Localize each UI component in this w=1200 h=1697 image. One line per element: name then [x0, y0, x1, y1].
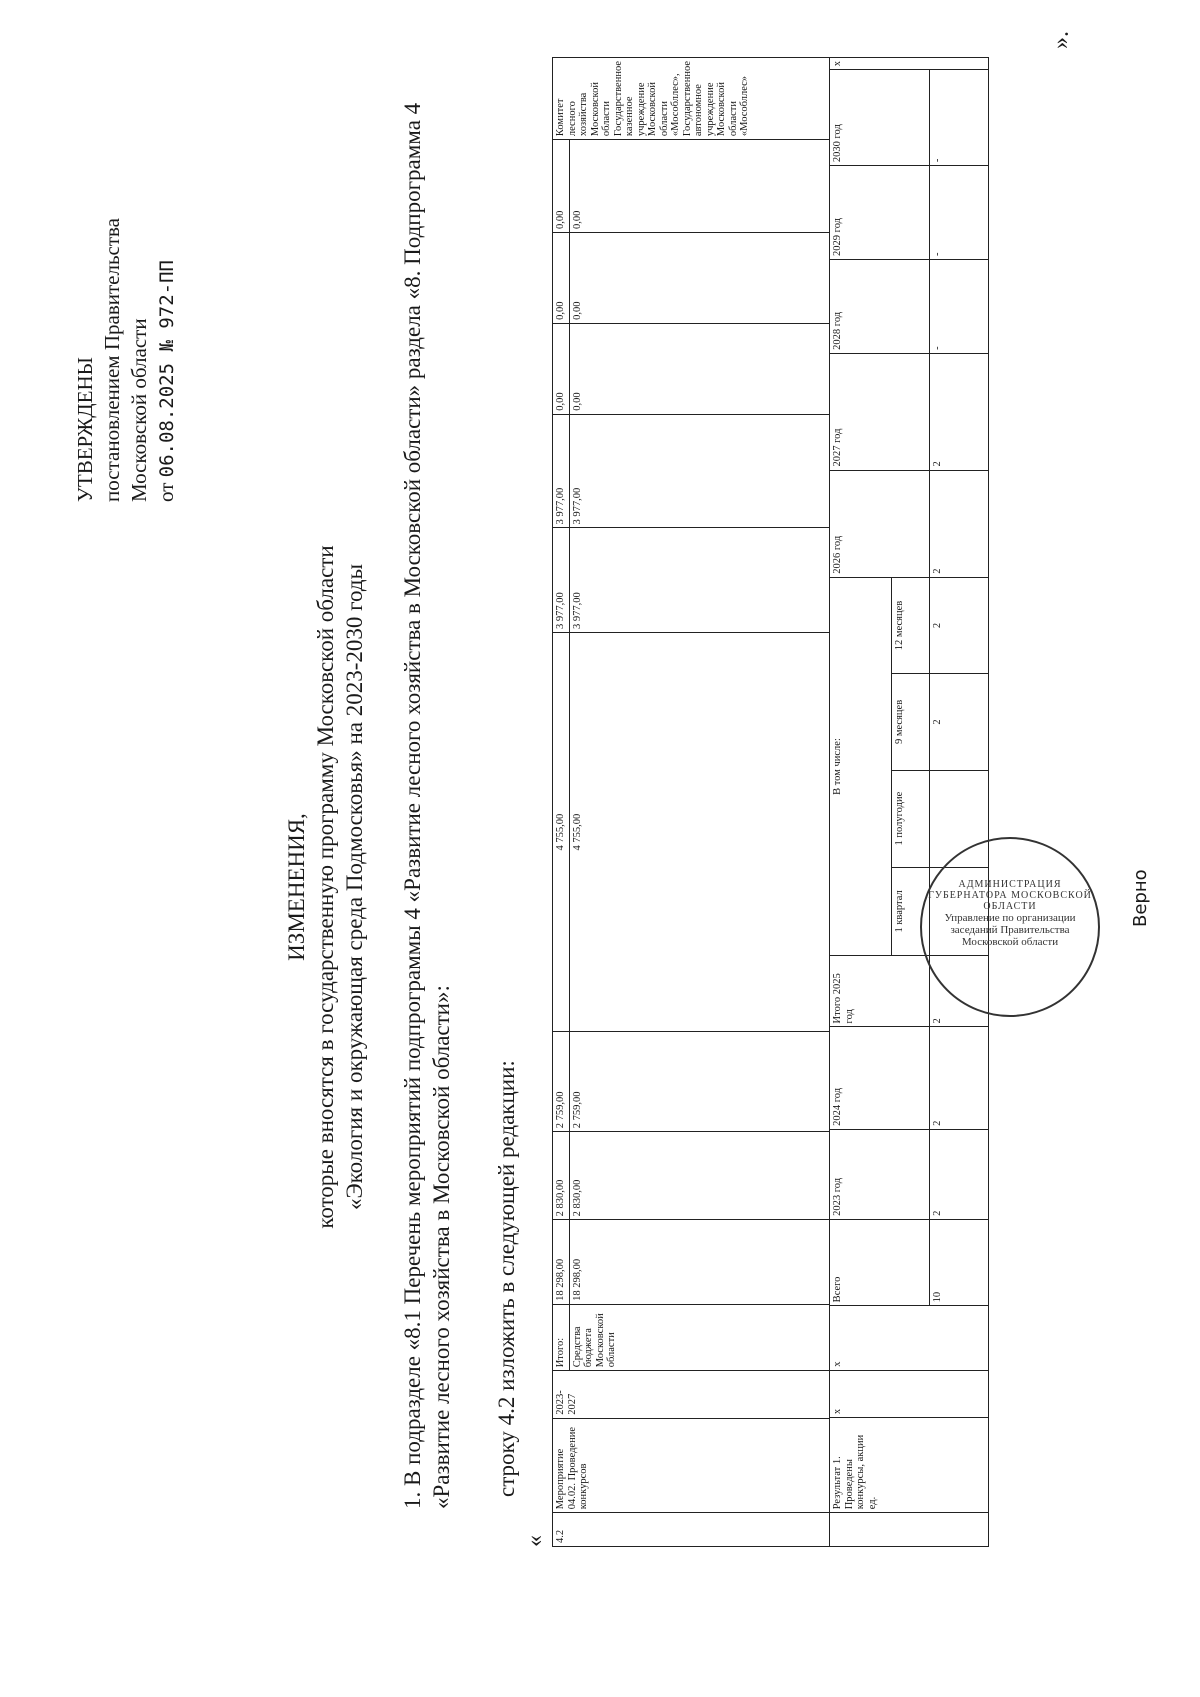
- header-itogo-2025: Итого 2025 год: [830, 956, 930, 1027]
- approval-date-prefix: от: [154, 482, 178, 502]
- verified-mark: Верно: [1130, 869, 1151, 927]
- amount-2030: 0,00: [553, 140, 570, 233]
- value-2023: 2: [930, 1129, 989, 1219]
- result-executor: х: [830, 58, 989, 70]
- header-2028: 2028 год: [830, 259, 930, 353]
- open-quote: «: [522, 1535, 548, 1547]
- value-2024: 2: [930, 1027, 989, 1129]
- result-name: Результат 1. Проведены конкурсы, акции ед.: [830, 1418, 989, 1513]
- value-2027: 2: [930, 353, 989, 470]
- header-total: Всего: [830, 1219, 930, 1305]
- amount-2027: 3 977,00: [553, 414, 570, 528]
- value-itogo-2025: 2: [930, 956, 989, 1027]
- source-2028: 0,00: [569, 323, 830, 414]
- measure-name: Мероприятие 04.02. Проведение конкурсов: [553, 1418, 830, 1512]
- amount-2024: 2 759,00: [553, 1032, 570, 1132]
- value-12m: 2: [930, 577, 989, 673]
- header-9m: 9 месяцев: [892, 674, 930, 770]
- value-2026: 2: [930, 470, 989, 577]
- measure-years: 2023-2027: [553, 1371, 830, 1419]
- amount-2025: 4 755,00: [553, 633, 570, 1032]
- header-2027: 2027 год: [830, 353, 930, 470]
- row-number: 4.2: [553, 1513, 830, 1547]
- fin-source-label: Средства бюджета Московской области: [569, 1304, 830, 1370]
- source-2026: 3 977,00: [569, 528, 830, 633]
- approval-title: УТВЕРЖДЕНЫ: [73, 357, 97, 502]
- amount-2028: 0,00: [553, 323, 570, 414]
- paragraph-1-line-2: «Развитие лесного хозяйства в Московской области»:: [429, 985, 454, 1509]
- amount-2026: 3 977,00: [553, 528, 570, 633]
- source-2023: 2 830,00: [569, 1132, 830, 1220]
- stamp-inner-text: Управление по организации заседаний Правительства Московской области: [944, 912, 1076, 948]
- approval-block: [72, 218, 181, 502]
- result-fin: х: [830, 1306, 989, 1370]
- official-stamp: [920, 837, 1100, 1017]
- value-2030: -: [930, 70, 989, 166]
- result-table: [829, 57, 989, 1547]
- source-2027: 3 977,00: [569, 414, 830, 528]
- total-amount: 18 298,00: [553, 1220, 570, 1304]
- source-2029: 0,00: [569, 232, 830, 323]
- value-2029: -: [930, 166, 989, 260]
- header-incl: В том числе:: [830, 577, 892, 956]
- value-2028: -: [930, 259, 989, 353]
- header-12m: 12 месяцев: [892, 577, 930, 673]
- approval-line-1: постановлением Правительства: [100, 217, 124, 502]
- result-years: х: [830, 1370, 989, 1417]
- header-2024: 2024 год: [830, 1027, 930, 1129]
- document-subtitle-2: «Экология и окружающая среда Подмосковья» на 2023-2030 годы: [342, 563, 367, 1211]
- source-total: 18 298,00: [569, 1220, 830, 1304]
- stamp-outer-text: АДМИНИСТРАЦИЯ ГУБЕРНАТОРА МОСКОВСКОЙ ОБЛАСТИ: [928, 879, 1092, 912]
- document-title: ИЗМЕНЕНИЯ,: [284, 813, 309, 961]
- header-2026: 2026 год: [830, 470, 930, 577]
- paragraph-1-line-1: 1. В подразделе «8.1 Перечень мероприятий подпрограммы 4 «Развитие лесного хозяйства в Московской области» раздела «8. Подпрограмма 4: [400, 102, 425, 1509]
- source-2025: 4 755,00: [569, 633, 830, 1032]
- amount-2023: 2 830,00: [553, 1132, 570, 1220]
- close-quote: ».: [1048, 31, 1074, 49]
- document-subtitle-1: которые вносятся в государственную программу Московской области: [313, 545, 338, 1229]
- header-2023: 2023 год: [830, 1129, 930, 1219]
- source-2024: 2 759,00: [569, 1032, 830, 1132]
- approval-date-value: 06.08.2025 № 972-ПП: [156, 260, 178, 478]
- approval-date: [153, 218, 181, 502]
- paragraph-2: строку 4.2 изложить в следующей редакции:: [494, 1060, 519, 1497]
- fin-total-label: Итого:: [553, 1304, 570, 1370]
- executor: Комитет лесного хозяйства Московской области Государственное казенное учреждение Московской области «Мособллес», Государственное автономное учреждение Московской области «Мособллес»: [553, 58, 830, 140]
- amount-2029: 0,00: [553, 232, 570, 323]
- header-2030: 2030 год: [830, 70, 930, 166]
- value-9m: 2: [930, 674, 989, 770]
- header-2029: 2029 год: [830, 166, 930, 260]
- value-total: 10: [930, 1219, 989, 1305]
- source-2030: 0,00: [569, 140, 830, 233]
- changes-table: [552, 57, 830, 1547]
- header-q1: 1 квартал: [892, 867, 930, 956]
- approval-line-2: Московской области: [127, 318, 151, 502]
- result-number-cell: [830, 1513, 989, 1547]
- header-h1: 1 полугодие: [892, 770, 930, 867]
